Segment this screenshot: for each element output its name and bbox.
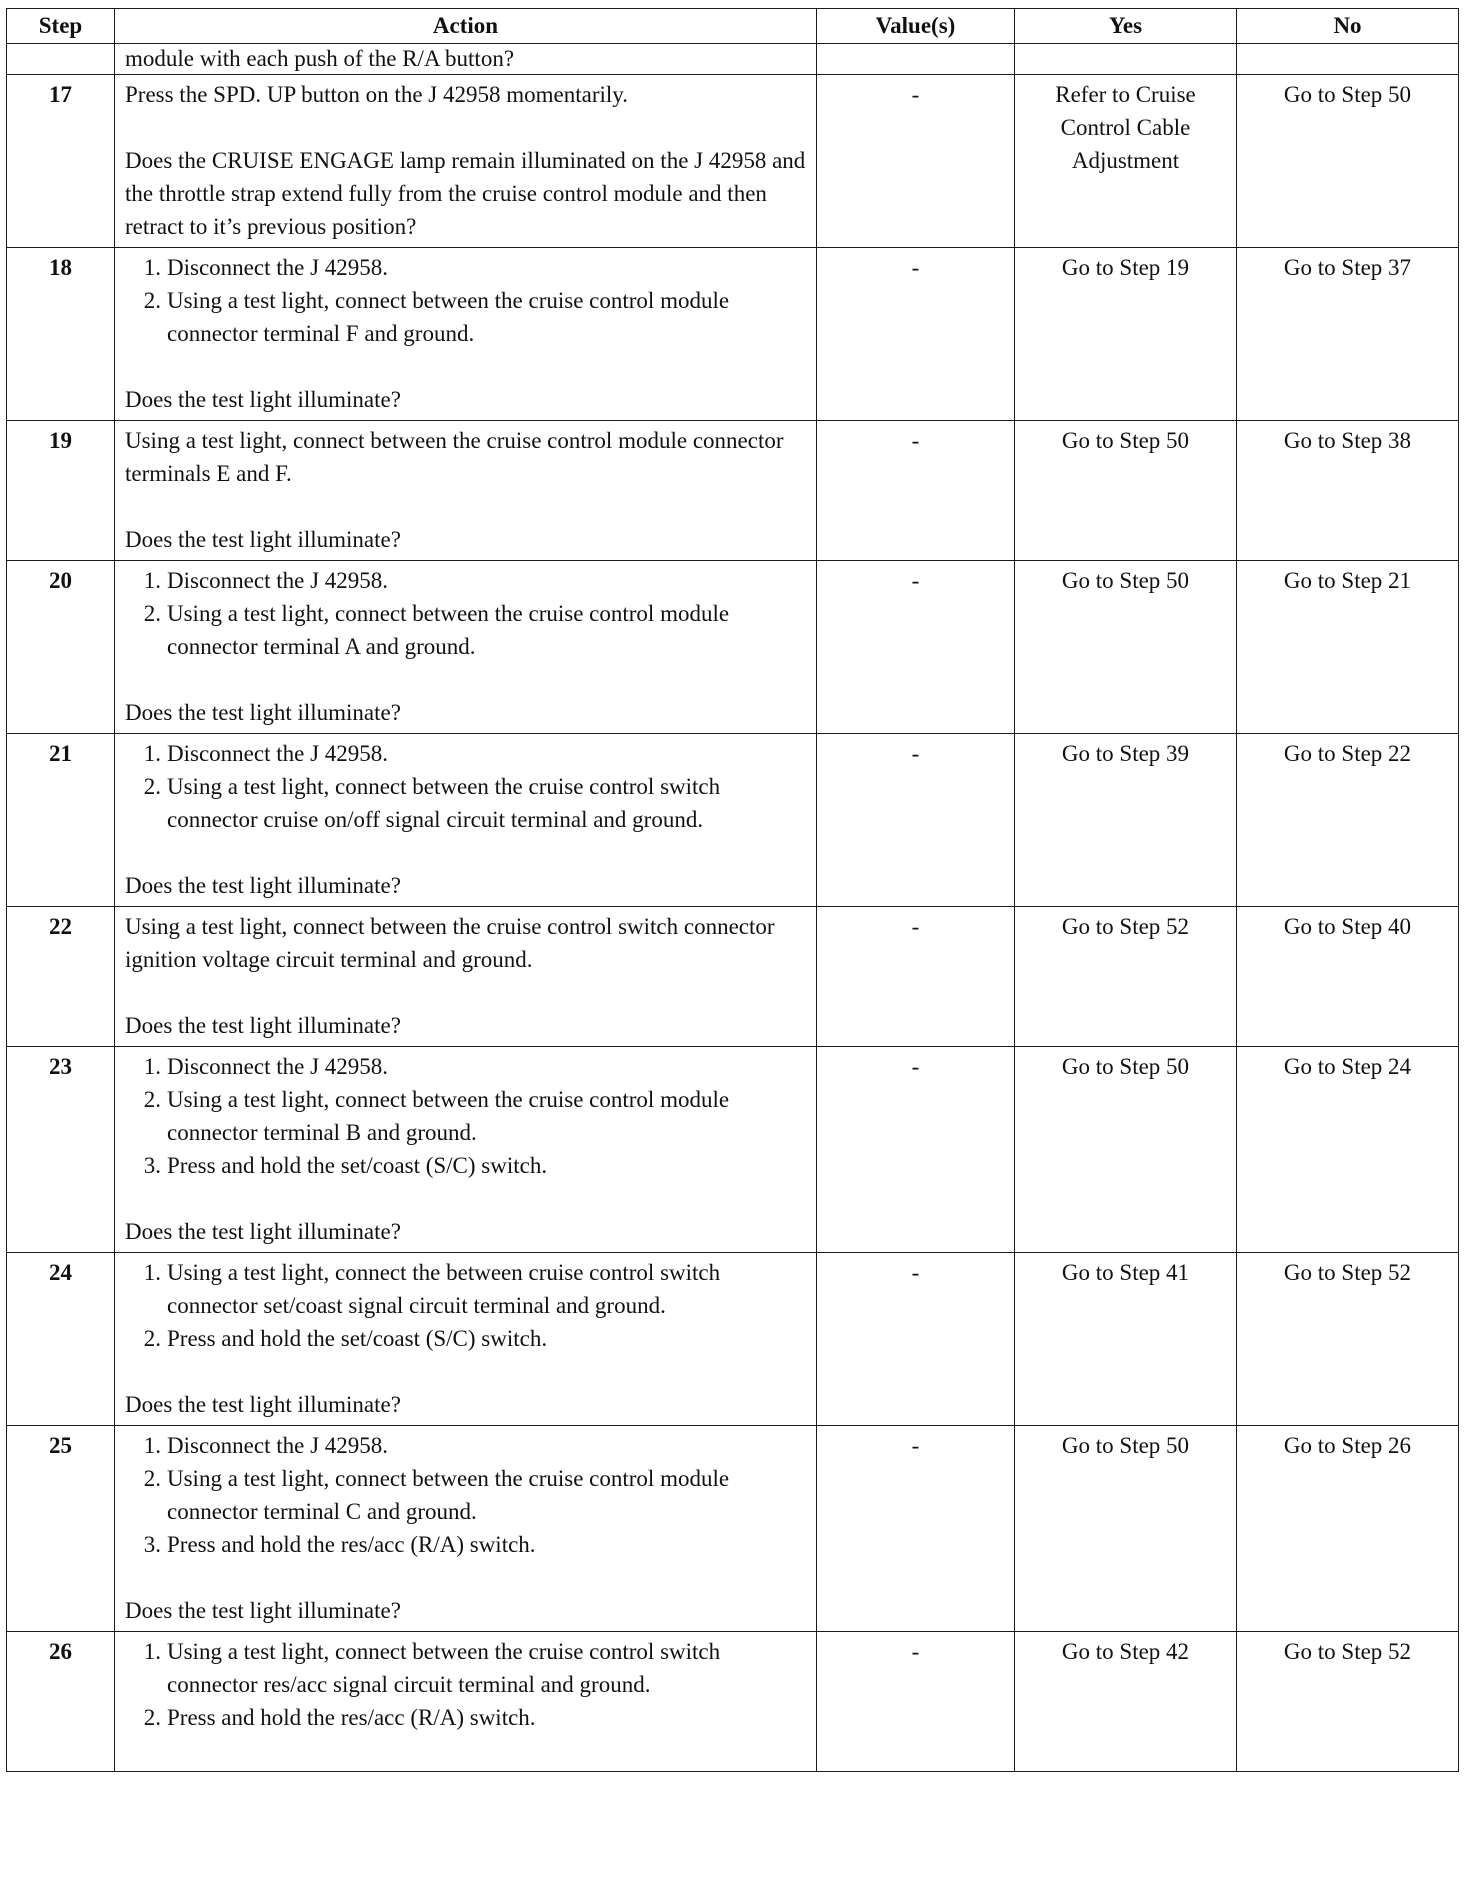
action-step-item: [125, 1083, 810, 1149]
action-step-item: [125, 1050, 810, 1083]
header-values: Value(s): [817, 9, 1015, 44]
continuation-row: [7, 44, 1459, 75]
table-row: [7, 907, 1459, 1047]
action-step-item: [125, 1149, 810, 1182]
yes-cell: Go to Step 50: [1015, 421, 1237, 561]
action-step-text: Using a test light, connect between the cruise control module connector terminal C and ground.: [167, 1466, 730, 1524]
action-cell: [115, 1047, 817, 1253]
action-step-item: [125, 284, 810, 350]
step-number: 23: [7, 1047, 115, 1253]
action-step-item: [125, 1701, 810, 1734]
continuation-yes: [1015, 44, 1237, 75]
action-question: Does the CRUISE ENGAGE lamp remain illuminated on the J 42958 and the throttle strap extend fully from the cruise control module and then retract to it’s previous position?: [125, 148, 806, 239]
action-question: Does the test light illuminate?: [125, 1392, 401, 1417]
no-cell: Go to Step 21: [1237, 561, 1459, 734]
action-steps-list: [125, 564, 810, 663]
action-step-text: Using a test light, connect between the cruise control switch connector res/acc signal circuit terminal and ground.: [167, 1639, 721, 1697]
continuation-value: [817, 44, 1015, 75]
no-cell: Go to Step 52: [1237, 1632, 1459, 1772]
action-step-item: [125, 251, 810, 284]
value-cell: -: [817, 1426, 1015, 1632]
yes-cell: Go to Step 50: [1015, 1426, 1237, 1632]
action-step-number: 2.: [143, 1705, 161, 1730]
action-cell: [115, 248, 817, 421]
step-number: 22: [7, 907, 115, 1047]
yes-cell: Go to Step 39: [1015, 734, 1237, 907]
step-number: 25: [7, 1426, 115, 1632]
step-number: 20: [7, 561, 115, 734]
action-step-text: Disconnect the J 42958.: [167, 1433, 389, 1458]
action-step-item: [125, 597, 810, 663]
step-number: 21: [7, 734, 115, 907]
action-step-text: Disconnect the J 42958.: [167, 255, 389, 280]
action-step-number: 1.: [143, 1433, 161, 1458]
table-row: [7, 561, 1459, 734]
action-cell: [115, 1253, 817, 1426]
action-step-number: 2.: [143, 601, 161, 626]
action-steps-list: [125, 1635, 810, 1734]
action-cell: [115, 734, 817, 907]
action-step-number: 2.: [143, 1326, 161, 1351]
value-cell: -: [817, 1632, 1015, 1772]
table-row: [7, 1426, 1459, 1632]
table-row: [7, 75, 1459, 248]
value-cell: -: [817, 907, 1015, 1047]
action-step-number: 1.: [143, 568, 161, 593]
action-step-text: Using a test light, connect between the cruise control module connector terminal F and ground.: [167, 288, 730, 346]
no-cell: Go to Step 24: [1237, 1047, 1459, 1253]
action-cell: [115, 561, 817, 734]
action-step-number: 2.: [143, 288, 161, 313]
step-number: 19: [7, 421, 115, 561]
value-cell: -: [817, 421, 1015, 561]
action-step-item: [125, 1528, 810, 1561]
step-number: 18: [7, 248, 115, 421]
action-steps-list: [125, 1256, 810, 1355]
action-step-item: [125, 770, 810, 836]
diagnostic-table-page: [6, 8, 1458, 1772]
header-yes: Yes: [1015, 9, 1237, 44]
action-step-text: Disconnect the J 42958.: [167, 741, 389, 766]
header-step: Step: [7, 9, 115, 44]
value-cell: -: [817, 248, 1015, 421]
table-row: [7, 1632, 1459, 1772]
action-cell: [115, 1426, 817, 1632]
table-row: [7, 248, 1459, 421]
action-question: Does the test light illuminate?: [125, 1013, 401, 1038]
action-step-number: 1.: [143, 1260, 161, 1285]
yes-cell: Refer to Cruise Control Cable Adjustment: [1015, 75, 1237, 248]
yes-cell: Go to Step 19: [1015, 248, 1237, 421]
action-question: Does the test light illuminate?: [125, 527, 401, 552]
action-step-text: Press and hold the set/coast (S/C) switch.: [167, 1326, 548, 1351]
action-step-number: 1.: [143, 741, 161, 766]
yes-cell: Go to Step 41: [1015, 1253, 1237, 1426]
action-step-item: [125, 1462, 810, 1528]
action-question: Does the test light illuminate?: [125, 700, 401, 725]
action-question: Does the test light illuminate?: [125, 873, 401, 898]
continuation-no: [1237, 44, 1459, 75]
action-step-number: 1.: [143, 255, 161, 280]
action-step-number: 1.: [143, 1054, 161, 1079]
yes-cell: Go to Step 42: [1015, 1632, 1237, 1772]
action-question: Does the test light illuminate?: [125, 1219, 401, 1244]
action-step-text: Press and hold the res/acc (R/A) switch.: [167, 1532, 536, 1557]
header-no: No: [1237, 9, 1459, 44]
action-step-item: [125, 1322, 810, 1355]
action-cell: [115, 421, 817, 561]
step-number: 17: [7, 75, 115, 248]
action-step-item: [125, 1429, 810, 1462]
diagnostic-table: [6, 8, 1459, 1772]
action-step-text: Press and hold the set/coast (S/C) switch.: [167, 1153, 548, 1178]
header-row: [7, 9, 1459, 44]
table-row: [7, 734, 1459, 907]
action-spacer: [125, 1734, 810, 1767]
step-number: 26: [7, 1632, 115, 1772]
action-step-text: Disconnect the J 42958.: [167, 1054, 389, 1079]
action-step-number: 2.: [143, 1466, 161, 1491]
yes-cell: Go to Step 50: [1015, 561, 1237, 734]
value-cell: -: [817, 734, 1015, 907]
action-step-text: Press and hold the res/acc (R/A) switch.: [167, 1705, 536, 1730]
action-cell: [115, 1632, 817, 1772]
table-row: [7, 1253, 1459, 1426]
action-steps-list: [125, 1050, 810, 1182]
action-steps-list: [125, 737, 810, 836]
action-step-number: 3.: [143, 1532, 161, 1557]
action-text: Using a test light, connect between the cruise control switch connector ignition voltage circuit terminal and ground.: [125, 914, 775, 972]
value-cell: -: [817, 1253, 1015, 1426]
action-question: Does the test light illuminate?: [125, 387, 401, 412]
step-number: 24: [7, 1253, 115, 1426]
no-cell: Go to Step 38: [1237, 421, 1459, 561]
action-step-item: [125, 1256, 810, 1322]
action-cell: [115, 75, 817, 248]
yes-cell: Go to Step 50: [1015, 1047, 1237, 1253]
continuation-action: module with each push of the R/A button?: [115, 44, 817, 75]
action-steps-list: [125, 251, 810, 350]
no-cell: Go to Step 37: [1237, 248, 1459, 421]
action-step-number: 1.: [143, 1639, 161, 1664]
table-row: [7, 1047, 1459, 1253]
action-steps-list: [125, 1429, 810, 1561]
yes-cell: Go to Step 52: [1015, 907, 1237, 1047]
action-step-item: [125, 564, 810, 597]
no-cell: Go to Step 50: [1237, 75, 1459, 248]
value-cell: -: [817, 561, 1015, 734]
continuation-step: [7, 44, 115, 75]
action-step-text: Using a test light, connect the between cruise control switch connector set/coast signal circuit terminal and ground.: [167, 1260, 721, 1318]
table-row: [7, 421, 1459, 561]
action-step-number: 2.: [143, 774, 161, 799]
no-cell: Go to Step 40: [1237, 907, 1459, 1047]
action-step-item: [125, 1635, 810, 1701]
value-cell: -: [817, 1047, 1015, 1253]
action-question: Does the test light illuminate?: [125, 1598, 401, 1623]
no-cell: Go to Step 52: [1237, 1253, 1459, 1426]
action-cell: [115, 907, 817, 1047]
header-action: Action: [115, 9, 817, 44]
action-text: Press the SPD. UP button on the J 42958 momentarily.: [125, 82, 629, 107]
action-step-item: [125, 737, 810, 770]
action-step-number: 3.: [143, 1153, 161, 1178]
action-step-text: Using a test light, connect between the cruise control module connector terminal A and ground.: [167, 601, 730, 659]
no-cell: Go to Step 22: [1237, 734, 1459, 907]
action-text: Using a test light, connect between the cruise control module connector terminals E and F.: [125, 428, 784, 486]
action-step-text: Disconnect the J 42958.: [167, 568, 389, 593]
action-step-number: 2.: [143, 1087, 161, 1112]
action-step-text: Using a test light, connect between the cruise control module connector terminal B and ground.: [167, 1087, 730, 1145]
no-cell: Go to Step 26: [1237, 1426, 1459, 1632]
action-step-text: Using a test light, connect between the cruise control switch connector cruise on/off signal circuit terminal and ground.: [167, 774, 721, 832]
value-cell: -: [817, 75, 1015, 248]
